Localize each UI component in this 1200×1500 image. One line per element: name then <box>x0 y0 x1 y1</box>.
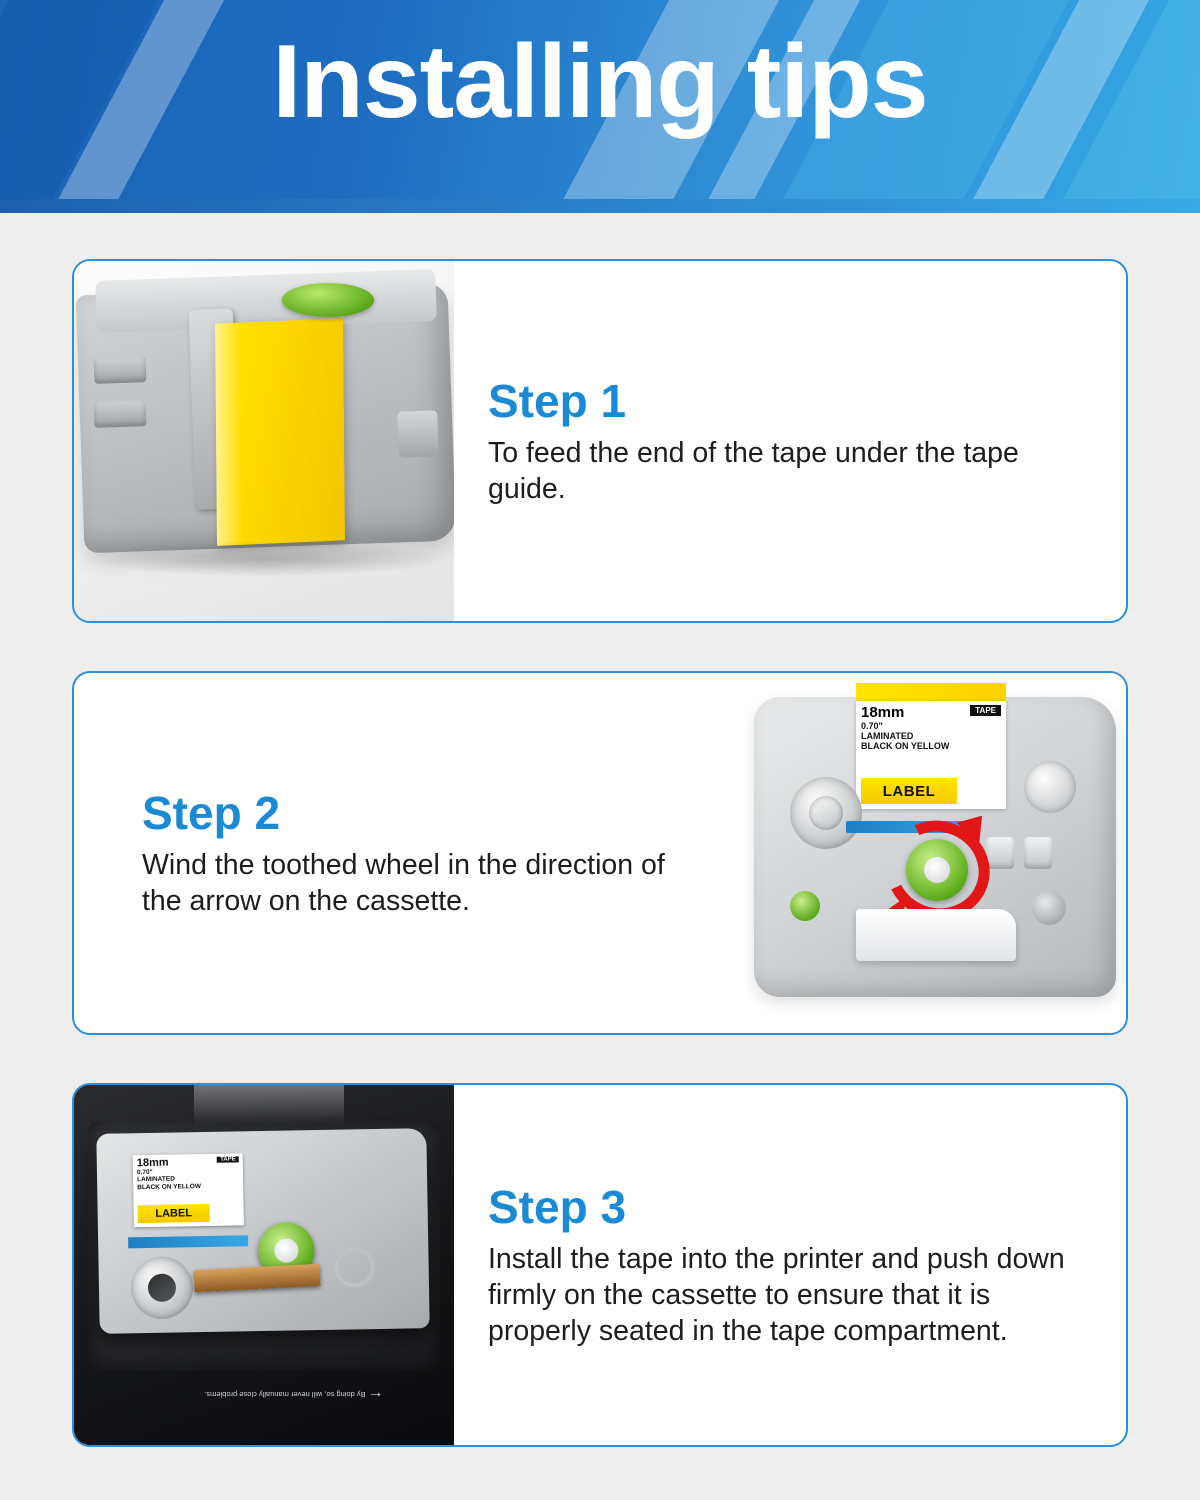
cassette-rib-shape <box>94 356 147 384</box>
tape-badge: TAPE <box>970 705 1001 716</box>
tape-laminated: LAMINATED <box>861 731 914 742</box>
step-3-body: Install the tape into the printer and push down firmly on the cassette to ensure that it is properly seated in the tape compartment. <box>488 1243 1065 1347</box>
step-2-title: Step 2 <box>142 787 281 840</box>
step-3-text <box>454 1180 1126 1350</box>
yellow-tape-shape <box>215 318 345 546</box>
printer-warning-label: By doing so, will never manually close problems. <box>204 1390 366 1399</box>
cassette-green-dot <box>790 891 820 921</box>
cassette-spec-sticker <box>856 701 1006 809</box>
tape-label-word: LABEL <box>138 1204 210 1223</box>
arrow-icon: ← <box>367 1388 384 1405</box>
printer-warning-text <box>204 1335 384 1407</box>
cassette-right-post <box>1024 761 1076 813</box>
step-card-1 <box>72 259 1128 623</box>
steps-container <box>0 213 1200 1447</box>
tape-label-word: LABEL <box>861 778 957 804</box>
tape-spool-shape <box>790 777 862 849</box>
green-roller-shape <box>282 283 374 317</box>
page-header-banner <box>0 0 1200 213</box>
banner-bottom-edge <box>0 199 1200 213</box>
printer-tape-compartment-photo <box>74 1085 454 1445</box>
cassette-post-shape <box>1024 837 1052 869</box>
step-card-2 <box>72 671 1128 1035</box>
tape-spool-shape <box>130 1256 193 1319</box>
tape-color-spec: BLACK ON YELLOW <box>137 1183 202 1192</box>
step-3-title: Step 3 <box>488 1181 627 1234</box>
blue-tape-strip <box>128 1235 248 1248</box>
cassette-notch-shape <box>397 410 439 457</box>
tape-badge: TAPE <box>217 1156 239 1162</box>
cassette-ring-shape <box>334 1247 375 1288</box>
tape-size-in: 0.70" <box>136 1168 153 1177</box>
tape-cassette-arrow-photo <box>746 673 1126 1033</box>
cassette-white-slab <box>856 909 1016 961</box>
tape-color-spec: BLACK ON YELLOW <box>861 741 950 752</box>
installed-cassette-sticker <box>133 1153 244 1227</box>
installed-cassette-shape <box>96 1128 429 1334</box>
cassette-post-shape <box>986 837 1014 869</box>
step-1-title: Step 1 <box>488 375 627 428</box>
step-2-body: Wind the toothed wheel in the direction of the arrow on the cassette. <box>142 849 665 917</box>
page-title: Installing tips <box>272 24 928 140</box>
step-1-body: To feed the end of the tape under the tape guide. <box>488 437 1019 505</box>
tape-size-mm: 18mm <box>136 1156 169 1170</box>
tape-size-in: 0.70" <box>861 721 883 731</box>
tape-laminated: LAMINATED <box>137 1175 175 1184</box>
step-1-text <box>454 374 1126 508</box>
cassette-grey-dot <box>1032 891 1066 925</box>
cassette-sticker-top <box>856 683 1006 703</box>
tape-size-mm: 18mm <box>861 704 905 721</box>
step-2-text <box>74 786 746 920</box>
photo-shadow <box>86 541 446 577</box>
tape-cassette-closeup-photo <box>74 261 454 621</box>
cassette-rib-shape <box>94 400 147 428</box>
printer-gloss-highlight <box>194 1085 344 1125</box>
step-card-3 <box>72 1083 1128 1447</box>
